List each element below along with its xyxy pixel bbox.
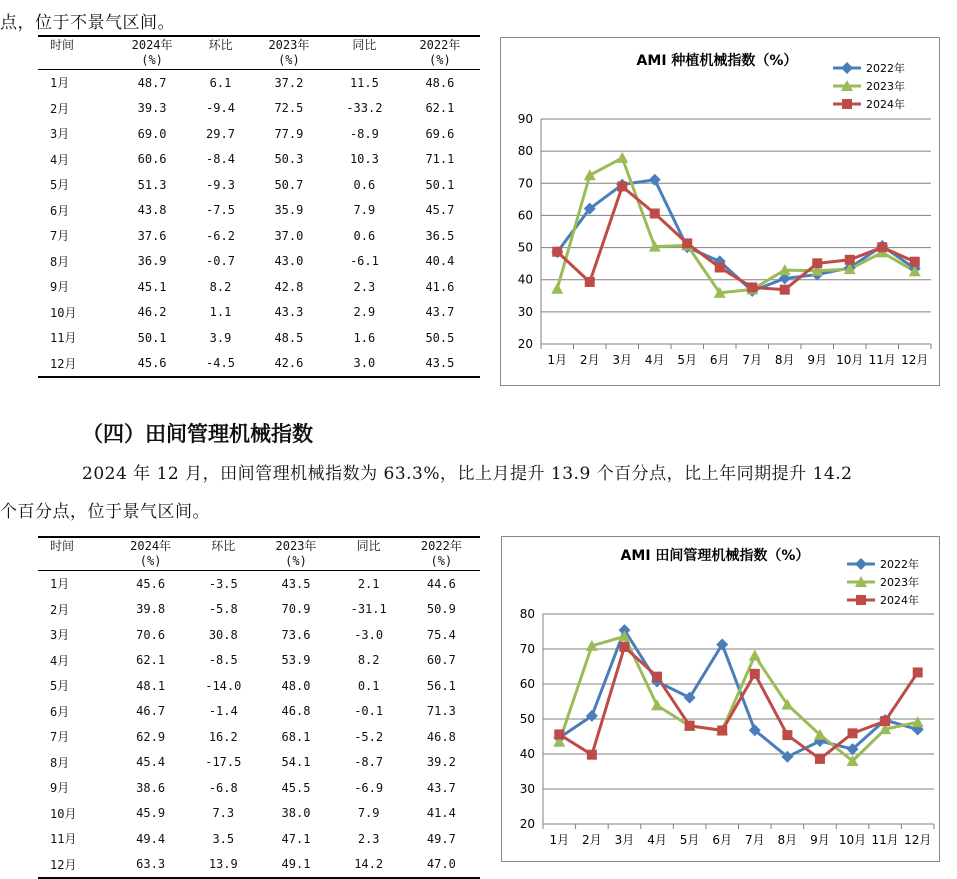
table-cell: 9月	[50, 280, 70, 295]
table-cell: 11.5	[349, 75, 379, 90]
table-cell: 8.2	[357, 653, 380, 668]
table-cell: 45.5	[281, 780, 311, 795]
table-cell: 29.7	[206, 126, 235, 141]
data-point-square	[587, 750, 597, 760]
table-cell: 48.0	[281, 678, 311, 693]
table-cell: 70.6	[136, 627, 166, 642]
data-point-square	[617, 182, 627, 192]
table-cell: 43.8	[137, 203, 167, 218]
data-point-triangle	[551, 283, 563, 294]
table-row	[38, 198, 480, 224]
table-cell: 37.6	[137, 228, 167, 243]
data-point-square	[856, 595, 866, 605]
x-tick-label: 12月	[901, 353, 929, 367]
table-cell: 41.6	[425, 279, 455, 294]
table-cell: 38.6	[136, 780, 166, 795]
data-point-triangle	[584, 169, 596, 180]
table-cell: 42.8	[274, 279, 304, 294]
data-point-diamond	[841, 62, 853, 74]
column-header-line2	[192, 53, 249, 68]
column-header-line1: 2024年	[131, 38, 173, 52]
x-tick-label: 10月	[836, 353, 864, 367]
table-cell: 6.1	[209, 75, 232, 90]
y-tick-label: 70	[519, 642, 535, 656]
x-tick-label: 3月	[614, 833, 635, 847]
table-cell: 11月	[50, 832, 77, 847]
table-cell: 42.6	[249, 351, 329, 378]
data-point-square	[750, 669, 760, 679]
table-cell: -0.1	[354, 704, 384, 719]
table-row	[38, 300, 480, 326]
table-cell: 0.6	[353, 177, 376, 192]
table-cell: 12月	[38, 351, 112, 378]
table-cell: 39.2	[426, 755, 456, 770]
table-cell: -14.0	[205, 678, 242, 693]
table-cell: -4.5	[192, 351, 249, 378]
table-cell: 10月	[50, 806, 77, 821]
table-cell: 36.9	[137, 254, 167, 269]
table-cell: 1.6	[353, 330, 376, 345]
column-header-line2	[335, 554, 403, 569]
y-tick-label: 30	[519, 782, 535, 796]
table-header-row	[38, 537, 480, 571]
column-header-line1: 环比	[208, 38, 233, 52]
x-tick-label: 2月	[582, 833, 602, 847]
data-point-square	[845, 255, 855, 265]
table-cell: 50.1	[425, 177, 455, 192]
x-tick-label: 7月	[744, 833, 765, 847]
table-cell: 69.0	[137, 126, 167, 141]
table-cell: 71.3	[426, 704, 456, 719]
y-tick-label: 70	[517, 176, 533, 191]
series-line-2023年	[557, 158, 915, 293]
data-point-square	[717, 726, 727, 736]
table-cell: 2.3	[353, 279, 376, 294]
table-cell: 72.5	[274, 101, 304, 116]
table-cell: 48.7	[137, 75, 167, 90]
table-cell: 49.4	[136, 831, 166, 846]
table-cell: 46.2	[137, 305, 167, 320]
table-row	[38, 699, 480, 725]
table-cell: 1月	[50, 76, 70, 91]
y-tick-label: 40	[519, 747, 535, 761]
table-cell: 48.6	[425, 75, 455, 90]
table-cell: 11月	[50, 331, 77, 346]
table-row	[38, 648, 480, 674]
x-tick-label: 5月	[677, 353, 698, 367]
table-cell: -3.0	[354, 627, 384, 642]
column-header	[112, 537, 189, 571]
table-cell: 7.3	[212, 806, 235, 821]
table-cell: 8月	[50, 254, 70, 269]
planting-index-table	[38, 35, 480, 378]
table-cell: 8月	[50, 755, 70, 770]
x-tick-label: 9月	[810, 833, 830, 847]
y-tick-label: 50	[519, 712, 535, 726]
table-cell: 68.1	[281, 729, 311, 744]
column-header-line1: 时间	[50, 38, 75, 52]
table-cell: 56.1	[426, 678, 456, 693]
table-row	[38, 571, 480, 597]
table-cell: 46.7	[136, 704, 166, 719]
table-cell: 3月	[50, 628, 70, 643]
x-tick-label: 1月	[547, 353, 568, 367]
data-point-square	[552, 247, 562, 257]
table-cell: 44.6	[426, 576, 456, 591]
table-row	[38, 325, 480, 351]
table-cell: 1.1	[209, 305, 232, 320]
table-cell: -6.9	[354, 780, 384, 795]
table-cell: 37.2	[274, 75, 304, 90]
table-cell: 7.9	[357, 806, 380, 821]
table-row	[38, 70, 480, 96]
table-cell: 6月	[50, 203, 70, 218]
column-header	[257, 537, 334, 571]
data-point-square	[619, 642, 629, 652]
field-mgmt-index-chart	[501, 536, 940, 862]
x-tick-label: 12月	[904, 833, 932, 847]
legend-label: 2024年	[880, 594, 919, 607]
table-cell: 54.1	[281, 755, 311, 770]
column-header-line1: 同比	[356, 539, 381, 553]
column-header-line1: 2022年	[419, 38, 461, 52]
x-tick-label: 8月	[774, 353, 795, 367]
table-cell: 69.6	[425, 126, 455, 141]
y-tick-label: 80	[517, 144, 533, 159]
data-point-square	[782, 730, 792, 740]
chart-svg	[501, 38, 939, 385]
x-tick-label: 9月	[807, 353, 828, 367]
table-cell: 7.9	[353, 203, 376, 218]
table-cell: 41.4	[426, 806, 456, 821]
column-header-line2	[189, 554, 257, 569]
data-point-square	[812, 258, 822, 268]
column-header	[249, 36, 329, 70]
table-row	[38, 750, 480, 776]
table-cell: 73.6	[281, 627, 311, 642]
legend-label: 2023年	[880, 576, 919, 589]
x-tick-label: 6月	[709, 353, 730, 367]
table-row	[38, 826, 480, 852]
x-tick-label: 7月	[742, 353, 763, 367]
section-paragraph-line2: 个百分点，位于景气区间。	[0, 502, 210, 522]
y-tick-label: 20	[519, 817, 535, 831]
table-cell: -6.1	[349, 254, 379, 269]
table-cell: 43.7	[425, 305, 455, 320]
series-line-2023年	[559, 636, 917, 761]
legend-label: 2022年	[880, 558, 919, 571]
table-cell: -0.7	[206, 254, 235, 269]
data-point-square	[880, 716, 890, 726]
table-cell: -6.8	[208, 780, 238, 795]
data-point-diamond	[649, 174, 661, 186]
table-cell: 51.3	[137, 177, 167, 192]
table-cell: 36.5	[425, 228, 455, 243]
table-row	[38, 121, 480, 147]
table-cell: 50.1	[137, 330, 167, 345]
x-tick-label: 4月	[647, 833, 667, 847]
column-header	[329, 36, 400, 70]
table-row	[38, 597, 480, 623]
data-point-square	[815, 754, 825, 764]
table-row	[38, 351, 480, 378]
table-cell: 45.9	[136, 806, 166, 821]
data-point-square	[780, 285, 790, 295]
table-cell: 47.0	[403, 852, 480, 879]
table-cell: -17.5	[205, 755, 242, 770]
table-cell: 39.3	[137, 101, 167, 116]
table-row	[38, 249, 480, 275]
table-cell: -7.5	[206, 203, 235, 218]
table-row	[38, 96, 480, 122]
table-row	[38, 673, 480, 699]
table-cell: 7月	[50, 229, 70, 244]
table-cell: 10月	[50, 305, 77, 320]
table-cell: 48.1	[136, 678, 166, 693]
table-cell: 14.2	[335, 852, 403, 879]
table-cell: -8.9	[349, 126, 379, 141]
table-cell: 39.8	[136, 602, 166, 617]
column-header-line2: (%)	[429, 53, 451, 67]
chart-svg	[502, 537, 939, 861]
table-row	[38, 622, 480, 648]
table-cell: 43.5	[400, 351, 480, 378]
data-point-diamond	[855, 558, 867, 570]
table-cell: 77.9	[274, 126, 304, 141]
table-cell: 60.7	[426, 653, 456, 668]
column-header	[403, 537, 480, 571]
table-cell: 50.7	[274, 177, 304, 192]
table-cell: -5.8	[208, 602, 238, 617]
table-row	[38, 775, 480, 801]
table-cell: 7月	[50, 730, 70, 745]
column-header-line1: 2024年	[130, 539, 172, 553]
column-header	[400, 36, 480, 70]
table-cell: 47.1	[281, 831, 311, 846]
table-cell: 53.9	[281, 653, 311, 668]
table-cell: 0.6	[353, 228, 376, 243]
table-cell: 13.9	[189, 852, 257, 879]
column-header-line1: 同比	[352, 38, 377, 52]
table-cell: 5月	[50, 679, 70, 694]
table-cell: 2月	[50, 101, 70, 116]
data-point-square	[848, 728, 858, 738]
table-cell: 0.1	[357, 678, 380, 693]
column-header-line2: (%)	[430, 554, 453, 568]
legend-label: 2022年	[866, 62, 905, 75]
chart-title: AMI 田间管理机械指数（%）	[620, 548, 810, 564]
table-cell: 63.3	[112, 852, 189, 879]
table-row	[38, 274, 480, 300]
table-cell: 45.7	[425, 203, 455, 218]
column-header-line2: (%)	[278, 53, 300, 67]
data-point-square	[913, 667, 923, 677]
table-cell: 2.3	[357, 831, 380, 846]
table-cell: 46.8	[426, 729, 456, 744]
column-header-line1: 2023年	[268, 38, 310, 52]
field-mgmt-index-table	[38, 536, 480, 879]
column-header	[335, 537, 403, 571]
series-line-2022年	[557, 180, 915, 291]
table-cell: 5月	[50, 178, 70, 193]
y-tick-label: 50	[517, 240, 533, 255]
data-point-square	[685, 721, 695, 731]
table-cell: -8.5	[208, 653, 238, 668]
table-cell: 37.0	[274, 228, 304, 243]
y-tick-label: 40	[517, 272, 533, 287]
column-header-line2	[50, 554, 112, 569]
column-header-line2: (%)	[139, 554, 162, 568]
column-header-line2: (%)	[141, 53, 163, 67]
column-header	[192, 36, 249, 70]
table-cell: 2月	[50, 602, 70, 617]
table-cell: 45.4	[136, 755, 166, 770]
x-tick-label: 11月	[868, 353, 896, 367]
table-cell: 62.1	[425, 101, 455, 116]
table-cell: 12月	[38, 852, 112, 879]
table-cell: 62.1	[136, 653, 166, 668]
table-cell: 16.2	[208, 729, 238, 744]
table-cell: 3.9	[209, 330, 232, 345]
chart-title: AMI 种植机械指数（%）	[636, 53, 798, 69]
column-header	[112, 36, 192, 70]
table-row	[38, 223, 480, 249]
data-point-triangle	[749, 650, 761, 661]
x-tick-label: 6月	[712, 833, 733, 847]
x-tick-label: 3月	[612, 353, 633, 367]
table-cell: 62.9	[136, 729, 166, 744]
y-tick-label: 60	[517, 208, 533, 223]
column-header-line2: (%)	[285, 554, 307, 568]
table-cell: 50.3	[274, 152, 304, 167]
column-header-line2	[329, 53, 400, 68]
y-tick-label: 60	[519, 677, 535, 691]
table-cell: 70.9	[281, 602, 311, 617]
table-cell: 49.7	[426, 831, 456, 846]
table-cell: -1.4	[208, 704, 238, 719]
column-header-line2	[50, 53, 112, 68]
planting-index-chart	[500, 37, 940, 386]
column-header-line1: 2023年	[275, 539, 317, 553]
column-header	[38, 537, 112, 571]
table-cell: 9月	[50, 781, 70, 796]
table-row	[38, 724, 480, 750]
table-cell: -31.1	[350, 602, 387, 617]
column-header-line1: 环比	[211, 539, 236, 553]
table-cell: 45.1	[137, 279, 167, 294]
table-cell: 6月	[50, 704, 70, 719]
table-cell: -9.3	[206, 177, 235, 192]
table-cell: -8.4	[206, 152, 235, 167]
data-point-triangle	[651, 699, 663, 710]
table-cell: 8.2	[209, 279, 232, 294]
data-point-square	[650, 209, 660, 219]
x-tick-label: 10月	[838, 833, 867, 847]
table-cell: 43.5	[281, 576, 311, 591]
table-cell: -9.4	[206, 101, 235, 116]
table-cell: 45.6	[112, 351, 192, 378]
table-row	[38, 172, 480, 198]
table-header-row	[38, 36, 480, 70]
data-point-square	[554, 729, 564, 739]
table-cell: 3.5	[212, 831, 235, 846]
column-header	[38, 36, 112, 70]
intro-tail-text: 点，位于不景气区间。	[0, 13, 175, 33]
table-cell: -8.7	[354, 755, 384, 770]
table-cell: 49.1	[257, 852, 334, 879]
x-tick-label: 2月	[579, 353, 600, 367]
y-tick-label: 90	[517, 112, 533, 126]
table-cell: 2.9	[353, 305, 376, 320]
table-cell: -33.2	[346, 101, 383, 116]
table-cell: 43.3	[274, 305, 304, 320]
table-cell: 35.9	[274, 203, 304, 218]
y-tick-label: 80	[519, 607, 535, 621]
table-cell: 4月	[50, 152, 70, 167]
table-cell: 40.4	[425, 254, 455, 269]
table-cell: 38.0	[281, 806, 311, 821]
table-cell: 75.4	[426, 627, 456, 642]
table-cell: 4月	[50, 653, 70, 668]
x-tick-label: 1月	[549, 833, 570, 847]
x-tick-label: 5月	[679, 833, 700, 847]
legend-label: 2024年	[866, 98, 905, 111]
table-cell: 50.9	[426, 602, 456, 617]
x-tick-label: 11月	[871, 833, 899, 847]
table-cell: 71.1	[425, 152, 455, 167]
table-cell: -6.2	[206, 228, 235, 243]
data-point-square	[715, 263, 725, 273]
table-cell: 50.5	[425, 330, 455, 345]
table-cell: 48.5	[274, 330, 304, 345]
data-point-square	[747, 282, 757, 292]
table-cell: 30.8	[208, 627, 238, 642]
table-row	[38, 147, 480, 173]
data-point-square	[585, 277, 595, 287]
data-point-square	[910, 257, 920, 267]
column-header-line1: 2022年	[420, 539, 462, 553]
table-cell: 10.3	[349, 152, 379, 167]
table-cell: 46.8	[281, 704, 311, 719]
data-point-square	[877, 242, 887, 252]
y-tick-label: 30	[517, 304, 533, 319]
table-cell: 2.1	[357, 576, 380, 591]
x-tick-label: 4月	[644, 353, 665, 367]
table-cell: 45.6	[136, 576, 166, 591]
data-point-triangle	[616, 152, 628, 163]
table-cell: -5.2	[354, 729, 384, 744]
data-point-square	[652, 672, 662, 682]
x-tick-label: 8月	[777, 833, 798, 847]
table-row	[38, 801, 480, 827]
table-cell: 1月	[50, 577, 70, 592]
y-tick-label: 20	[517, 337, 533, 351]
column-header	[189, 537, 257, 571]
table-cell: 43.7	[426, 780, 456, 795]
table-cell: 3.0	[329, 351, 400, 378]
legend-label: 2023年	[866, 80, 905, 93]
table-cell: 60.6	[137, 152, 167, 167]
data-point-square	[682, 238, 692, 248]
table-cell: -3.5	[208, 576, 238, 591]
column-header-line1: 时间	[50, 539, 75, 553]
section-paragraph-line1: 2024 年 12 月，田间管理机械指数为 63.3%，比上月提升 13.9 个百分点，比上年同期提升 14.2	[82, 464, 853, 484]
section-heading: （四）田间管理机械指数	[82, 422, 313, 446]
table-cell: 43.0	[274, 254, 304, 269]
data-point-square	[842, 99, 852, 109]
table-cell: 3月	[50, 127, 70, 142]
